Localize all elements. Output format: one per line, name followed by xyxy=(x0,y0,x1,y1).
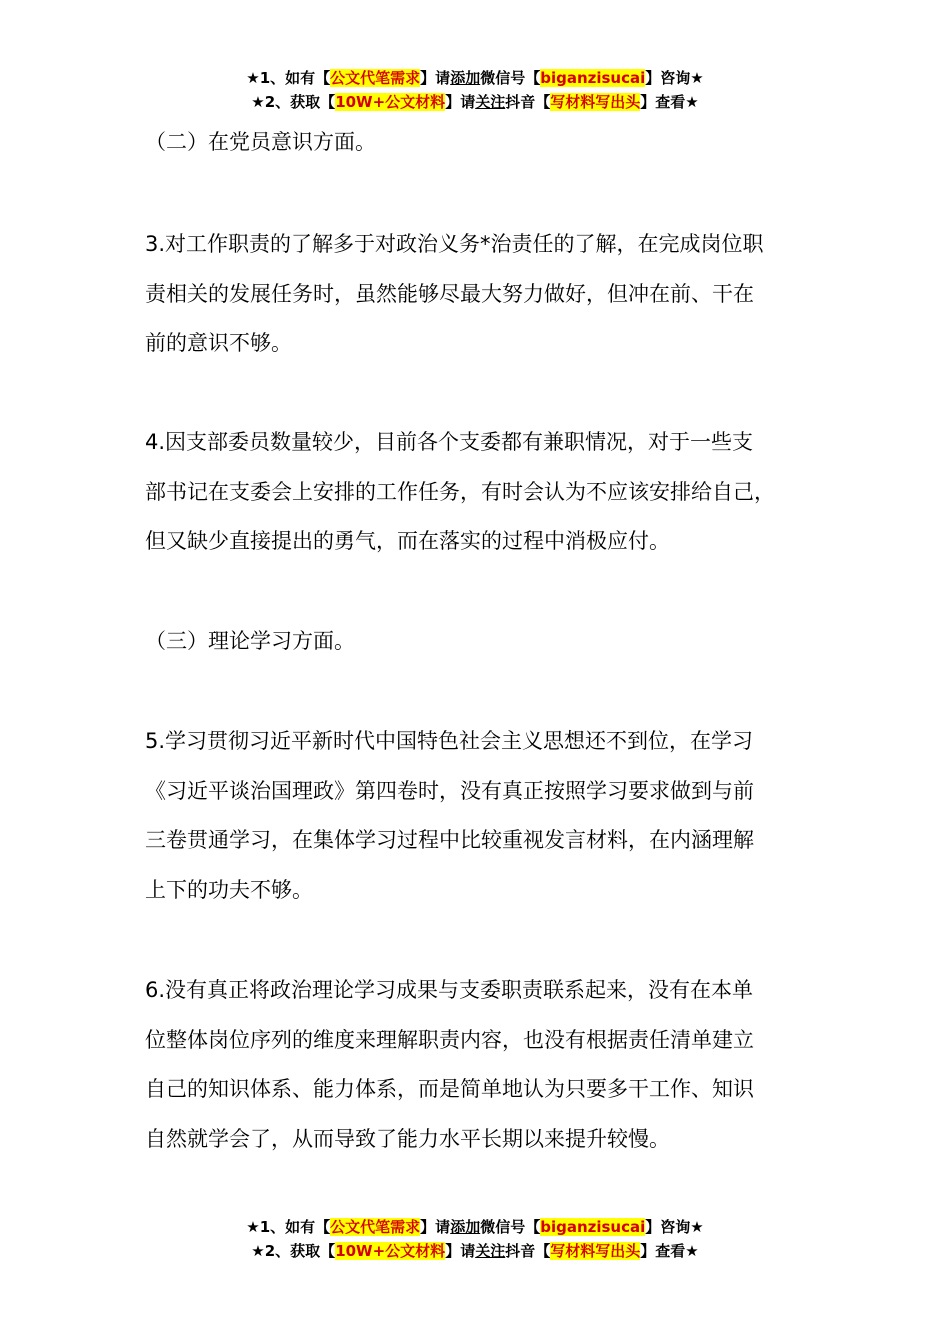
text-line: 6.没有真正将政治理论学习成果与支委职责联系起来，没有在本单 xyxy=(145,978,754,1002)
text-line: 前的意识不够。 xyxy=(145,331,292,355)
text-line: 但又缺少直接提出的勇气，而在落实的过程中消极应付。 xyxy=(145,529,670,553)
text-line: 责相关的发展任务时，虽然能够尽最大努力做好，但冲在前、干在 xyxy=(145,281,754,306)
text-line: 5.学习贯彻习近平新时代中国特色社会主义思想还不到位，在学习 xyxy=(145,729,754,753)
text-line: 3.对工作职责的了解多于对政治义务*治责任的了解，在完成岗位职 xyxy=(145,232,764,256)
block-heading-2 xyxy=(145,118,835,168)
text-line: 自己的知识体系、能力体系，而是简单地认为只要多干工作、知识 xyxy=(145,1077,754,1101)
text-line: 《习近平谈治国理政》第四卷时，没有真正按照学习要求做到与前 xyxy=(145,778,754,803)
text-line: 部书记在支委会上安排的工作任务，有时会认为不应该安排给自己， xyxy=(145,479,775,504)
block-item-4 xyxy=(145,418,835,567)
highlight-douyin: 写材料写出头 xyxy=(550,1242,641,1260)
banner-line-1: ★1、如有【公文代笔需求】请添加微信号【biganzisucai】咨询★ xyxy=(246,1218,704,1236)
block-item-6 xyxy=(145,966,835,1164)
text-line: 上下的功夫不够。 xyxy=(145,877,313,902)
highlight-wechat-id: biganzisucai xyxy=(540,1218,646,1236)
banner-line-2: ★2、获取【10W+公文材料】请关注抖音【写材料写出头】查看★ xyxy=(251,1242,699,1260)
highlight-materials: 10W+公文材料 xyxy=(335,1242,446,1260)
block-heading-3 xyxy=(145,617,835,667)
highlight-service: 公文代笔需求 xyxy=(330,69,421,87)
text-line: 位整体岗位序列的维度来理解职责内容，也没有根据责任清单建立 xyxy=(145,1027,754,1052)
footer-banner xyxy=(0,1215,950,1263)
text-line: 自然就学会了，从而导致了能力水平长期以来提升较慢。 xyxy=(145,1126,670,1151)
highlight-wechat-id: biganzisucai xyxy=(540,69,646,87)
block-item-5 xyxy=(145,717,835,915)
banner-line-1: ★1、如有【公文代笔需求】请添加微信号【biganzisucai】咨询★ xyxy=(246,69,704,87)
text-line: （三）理论学习方面。 xyxy=(145,629,355,653)
highlight-service: 公文代笔需求 xyxy=(330,1218,421,1236)
text-line: 三卷贯通学习，在集体学习过程中比较重视发言材料，在内涵理解 xyxy=(145,828,754,852)
header-banner xyxy=(0,66,950,114)
text-line: 4.因支部委员数量较少，目前各个支委都有兼职情况，对于一些支 xyxy=(145,430,754,454)
highlight-materials: 10W+公文材料 xyxy=(335,93,446,111)
highlight-douyin: 写材料写出头 xyxy=(550,93,641,111)
banner-line-2: ★2、获取【10W+公文材料】请关注抖音【写材料写出头】查看★ xyxy=(251,93,699,111)
block-item-3 xyxy=(145,220,835,369)
text-line: （二）在党员意识方面。 xyxy=(145,130,376,154)
